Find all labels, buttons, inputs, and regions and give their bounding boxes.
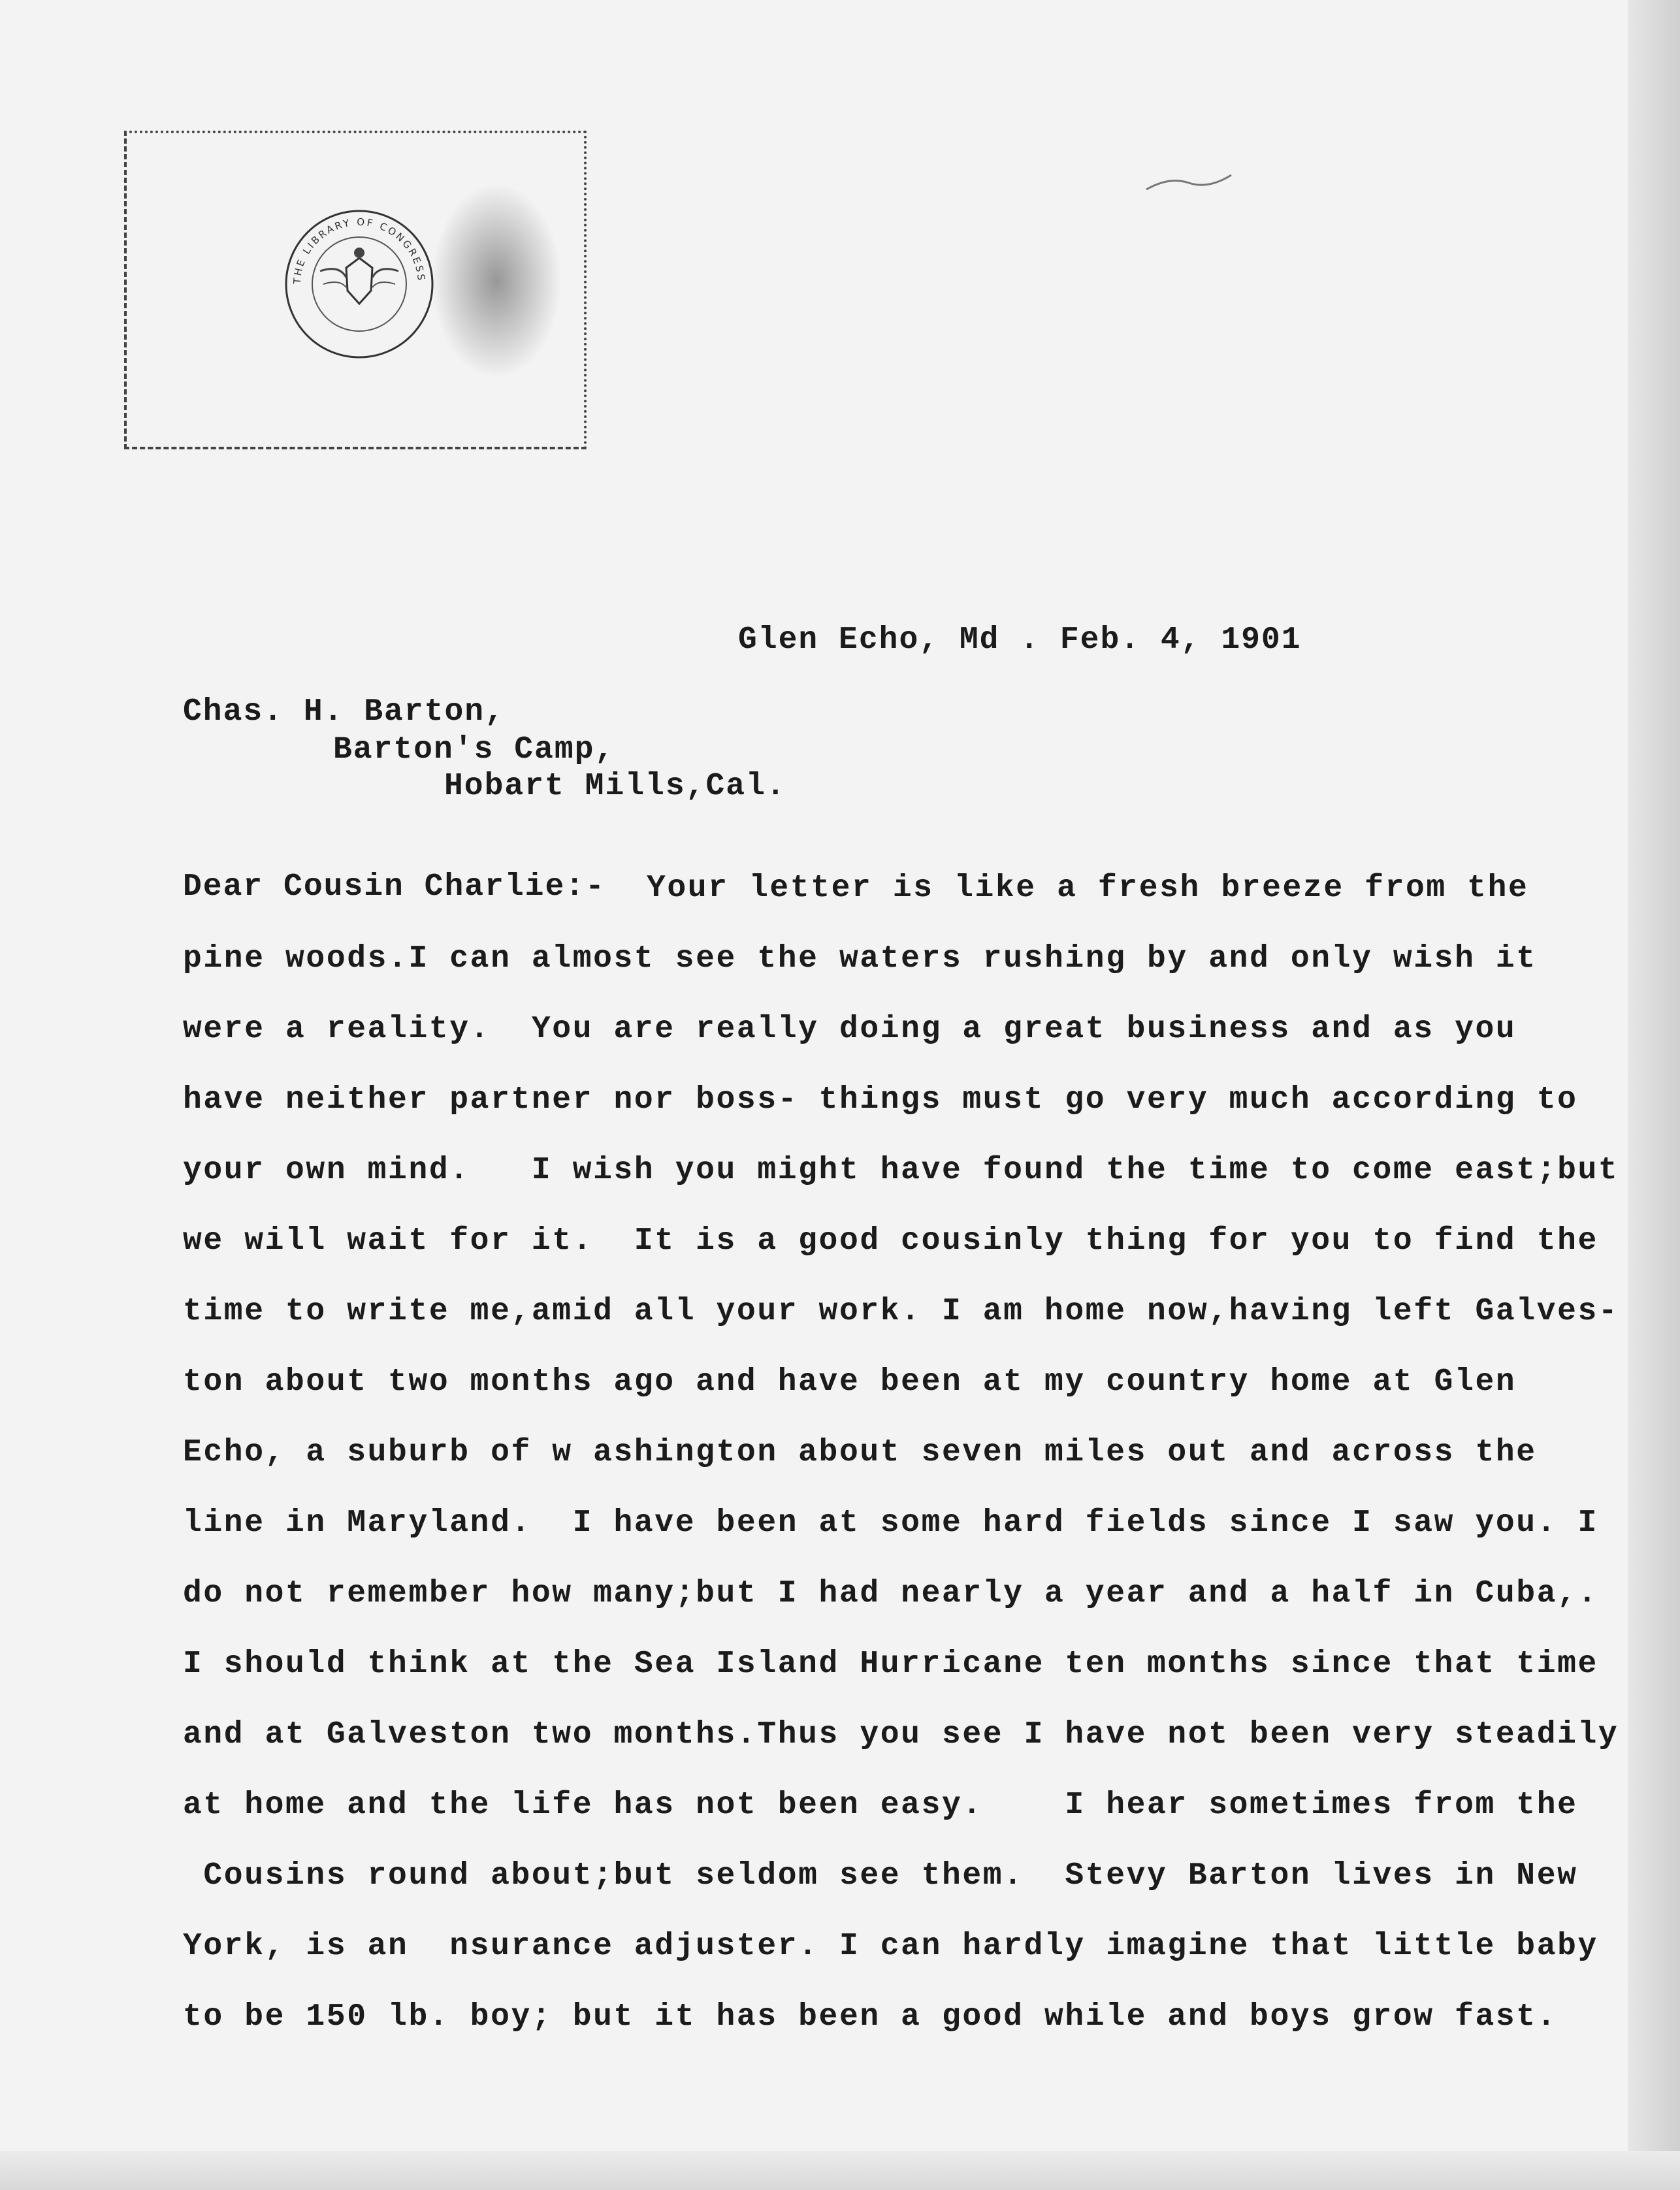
address-line-city: Hobart Mills,Cal. <box>444 769 786 804</box>
body-line: have neither partner nor boss- things must go very much according to <box>183 1082 1578 1118</box>
paper-edge-shadow <box>1628 0 1680 2190</box>
body-line: ton about two months ago and have been at my country home at Glen <box>183 1364 1517 1400</box>
body-line: I should think at the Sea Island Hurricane ten months since that time <box>183 1647 1598 1682</box>
address-line-name: Chas. H. Barton, <box>183 694 505 730</box>
body-line: pine woods.I can almost see the waters rushing by and only wish it <box>183 941 1537 976</box>
ink-smudge <box>431 183 562 379</box>
body-line: at home and the life has not been easy. I hear sometimes from the <box>183 1788 1578 1823</box>
body-line: your own mind. I wish you might have found the time to come east;but <box>183 1153 1619 1188</box>
body-line: line in Maryland. I have been at some hard fields since I saw you. I <box>183 1506 1598 1541</box>
body-line: we will wait for it. It is a good cousinly thing for you to find the <box>183 1223 1598 1259</box>
address-line-camp: Barton's Camp, <box>333 732 615 767</box>
library-of-congress-seal-icon <box>281 206 438 362</box>
body-line: York, is an nsurance adjuster. I can hardly imagine that little baby <box>183 1929 1598 1964</box>
paper-bottom-shadow <box>0 2151 1680 2190</box>
seal-legend: THE LIBRARY OF CONGRESS <box>291 216 428 285</box>
body-line: to be 150 lb. boy; but it has been a good while and boys grow fast. <box>183 1999 1558 2035</box>
salutation: Dear Cousin Charlie:- <box>183 869 606 905</box>
body-line: do not remember how many;but I had nearly a year and a half in Cuba,. <box>183 1576 1598 1611</box>
body-line: were a reality. You are really doing a great business and as you <box>183 1012 1517 1047</box>
dateline: Glen Echo, Md . Feb. 4, 1901 <box>738 622 1302 658</box>
body-line: Echo, a suburb of w ashington about seven miles out and across the <box>183 1435 1537 1470</box>
body-line: Your letter is like a fresh breeze from the <box>647 871 1529 906</box>
body-line: time to write me,amid all your work. I am home now,having left Galves- <box>183 1294 1619 1329</box>
body-line: Cousins round about;but seldom see them. Stevy Barton lives in New <box>183 1858 1578 1893</box>
body-line: and at Galveston two months.Thus you see I have not been very steadily <box>183 1717 1619 1752</box>
pencil-mark <box>1143 163 1235 202</box>
